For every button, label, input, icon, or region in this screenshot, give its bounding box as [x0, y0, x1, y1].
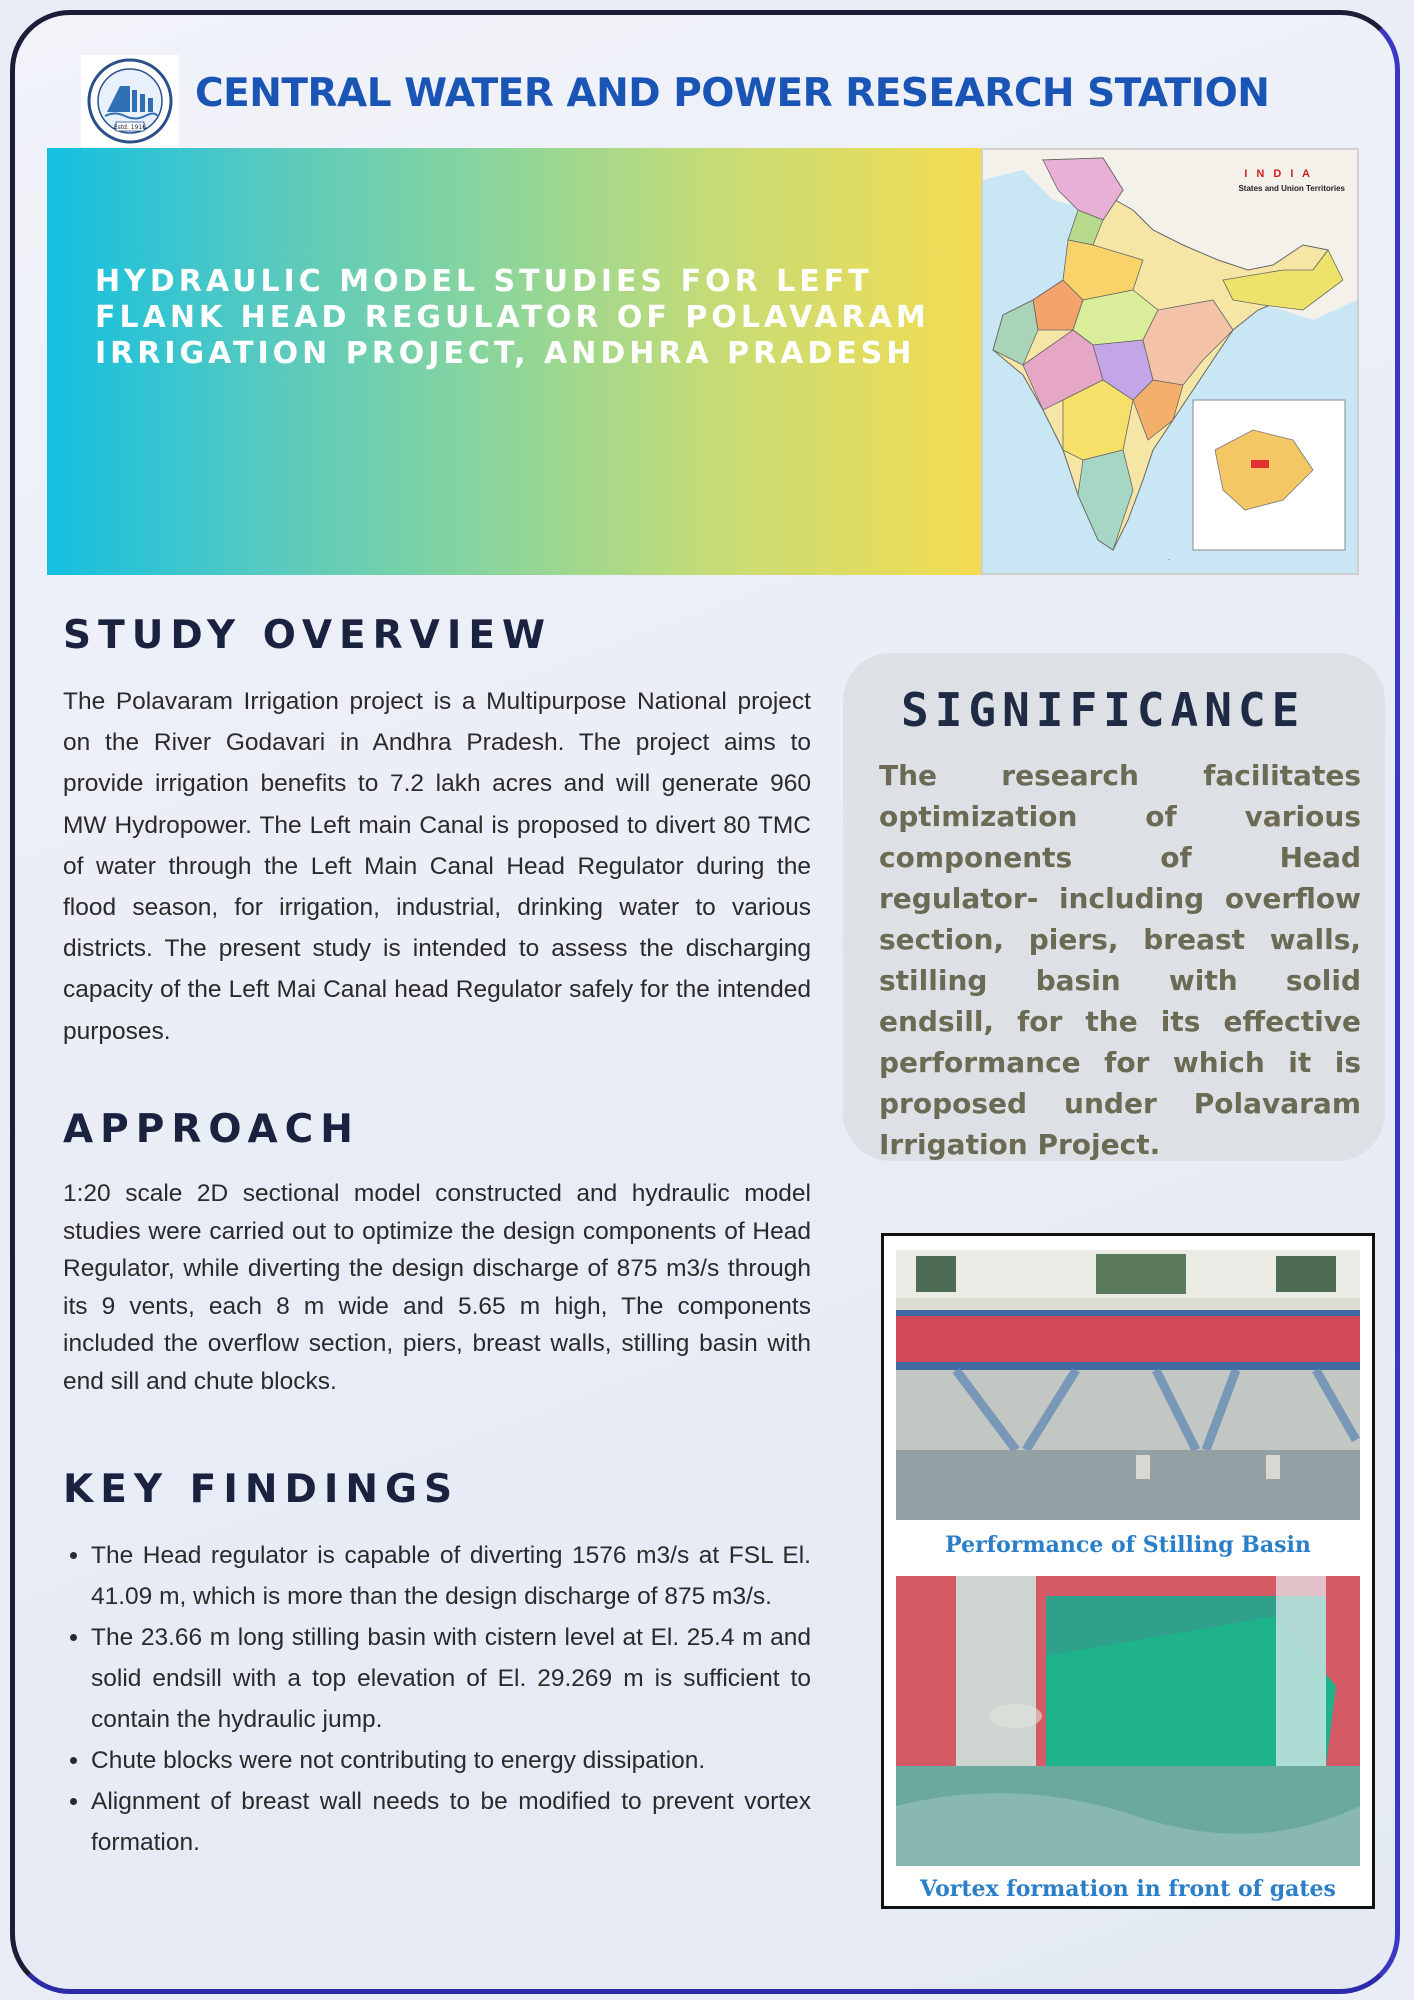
key-findings-list — [63, 1535, 811, 1863]
cwprs-logo — [81, 55, 179, 147]
significance-card — [843, 653, 1385, 1161]
photo-caption-vortex: Vortex formation in front of gates — [920, 1876, 1336, 1902]
org-title: CENTRAL WATER AND POWER RESEARCH STATION — [195, 71, 1270, 116]
finding-item: • Chute blocks were not contributing to energy dissipation. — [91, 1740, 811, 1781]
study-overview-text: The Polavaram Irrigation project is a Multipurpose National project on the River Godavari in Andhra Pradesh. The project aims to provide irrigation benefits to 7.2 lakh acres and will generate 960 MW Hydropower. The Left main Canal is proposed to divert 80 TMC of water through the Left Main Canal Head Regulator during the flood season, for irrigation, industrial, drinking water to various districts. The present study is intended to assess the discharging capacity of the Left Mai Canal head Regulator safely for the intended purposes. — [63, 688, 811, 1045]
photo-caption-stilling-basin: Performance of Stilling Basin — [945, 1532, 1311, 1558]
finding-item: • The Head regulator is capable of diverting 1576 m3/s at FSL El. 41.09 m, which is more than the design discharge of 875 m3/s. — [91, 1535, 811, 1617]
poster-frame — [10, 10, 1400, 1994]
title-banner — [47, 148, 981, 575]
svg-text:·: · — [1167, 556, 1173, 564]
significance-heading: SIGNIFICANCE — [901, 683, 1306, 737]
photo-panel — [881, 1233, 1375, 1909]
india-map-icon — [983, 150, 1357, 573]
logo-estd-text: Estd. 1916 — [113, 124, 147, 131]
project-title: HYDRAULIC MODEL STUDIES FOR LEFT FLANK HEAD REGULATOR OF POLAVARAM IRRIGATION PROJECT, ANDHRA PRADESH — [95, 264, 930, 371]
stilling-basin-photo — [896, 1250, 1360, 1520]
approach-text: 1:20 scale 2D sectional model constructed and hydraulic model studies were carried out to optimize the design components of Head Regulator, while diverting the design discharge of 875 m3/s through its 9 vents, each 8 m wide and 5.65 m high, The components included the overflow section, piers, breast walls, stilling basin with end sill and chute blocks. — [63, 1180, 811, 1395]
map-title: I N D I A — [1244, 168, 1313, 180]
approach-heading: APPROACH — [63, 1107, 360, 1152]
significance-text: The research facilitates optimization of various components of Head regulator- including overflow section, piers, breast walls, stilling basin with solid endsill, for the its effective performance for which it is proposed under Polavaram Irrigation Project. — [879, 759, 1361, 1161]
finding-item: • The 23.66 m long stilling basin with cistern level at El. 25.4 m and solid endsill with a top elevation of El. 29.269 m is sufficient to contain the hydraulic jump. — [91, 1617, 811, 1740]
india-map — [981, 148, 1359, 575]
study-overview-heading: STUDY OVERVIEW — [63, 613, 553, 658]
vortex-formation-photo — [896, 1576, 1360, 1866]
map-subtitle: States and Union Territories — [1238, 184, 1345, 193]
finding-item: • Alignment of breast wall needs to be modified to prevent vortex formation. — [91, 1781, 811, 1863]
logo-emblem-icon — [85, 56, 175, 146]
key-findings-heading: KEY FINDINGS — [63, 1467, 460, 1512]
